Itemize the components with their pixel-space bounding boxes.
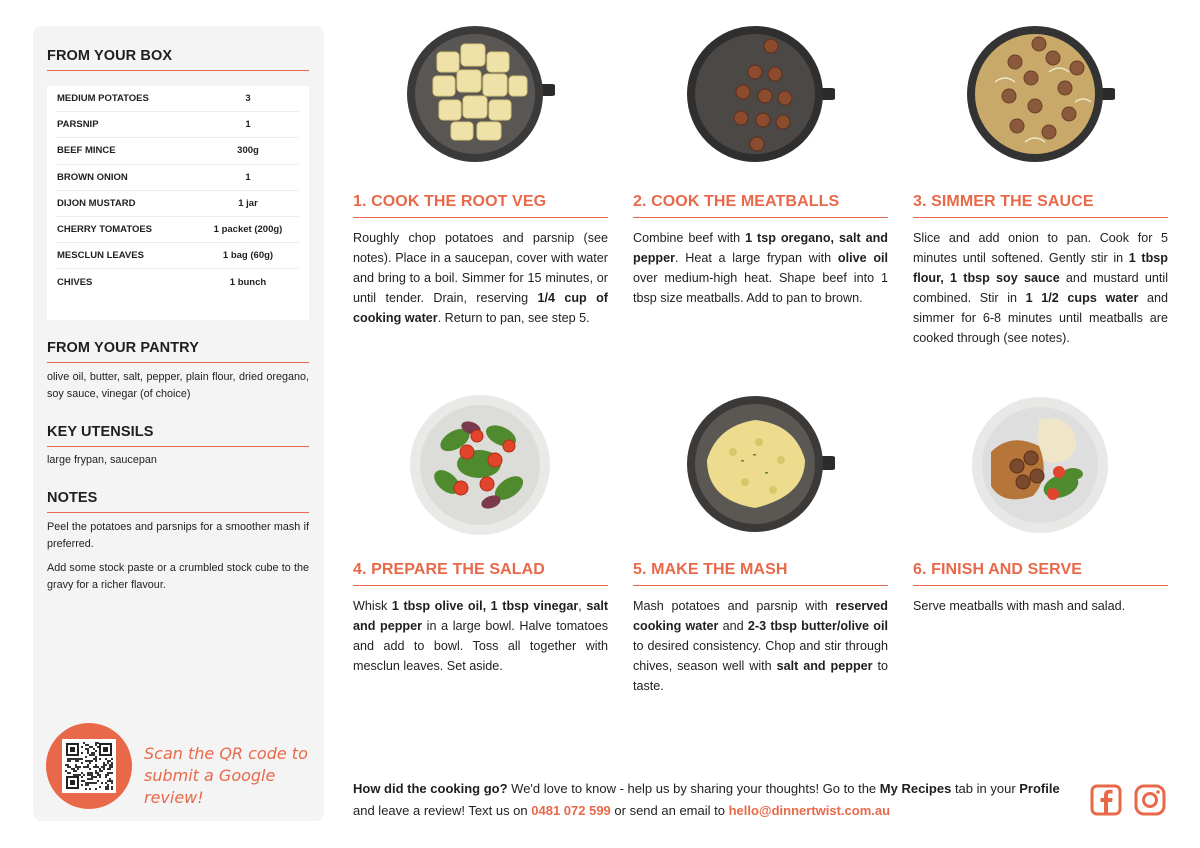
bold-ingredient-text: 1 tbsp flour, 1 tbsp soy sauce xyxy=(913,251,1168,285)
bold-ingredient-text: 1 1/2 cups water xyxy=(1025,291,1139,305)
instruction-text: Roughly chop potatoes and parsnip (see notes). Place in a saucepan, cover with water and bring to a boil. Simmer for 15 minutes, or until tender. Drain, reserving xyxy=(353,231,608,305)
bold-ingredient-text: 1 tbsp olive oil, 1 tbsp vinegar xyxy=(391,599,579,613)
qr-review-block xyxy=(46,723,316,809)
qr-caption-line-2: submit a Google review! xyxy=(144,766,276,807)
footer-text: tab in your xyxy=(951,781,1020,796)
instruction-text: Mash potatoes and parsnip with xyxy=(633,599,836,613)
box-item-row xyxy=(57,165,299,191)
box-item-name: CHERRY TOMATOES xyxy=(57,224,153,236)
from-your-pantry-heading: FROM YOUR PANTRY xyxy=(47,340,309,363)
step-1-title: 1. COOK THE ROOT VEG xyxy=(353,193,608,218)
instruction-text: Whisk xyxy=(353,599,392,613)
review-footer-text xyxy=(353,778,1073,822)
key-utensils-heading: KEY UTENSILS xyxy=(47,424,309,447)
box-item-qty: 1 packet (200g) xyxy=(213,224,283,236)
from-your-box-heading: FROM YOUR BOX xyxy=(47,48,309,71)
box-item-qty: 1 bunch xyxy=(229,276,267,288)
box-item-name: BROWN ONION xyxy=(57,171,128,183)
note-1: Peel the potatoes and parsnips for a smoother mash if preferred. xyxy=(47,521,309,550)
step-6-title: 6. FINISH AND SERVE xyxy=(913,561,1168,586)
step-1-body xyxy=(353,228,608,328)
step-3-body xyxy=(913,228,1168,348)
box-item-row xyxy=(57,217,299,243)
footer-text: We'd love to know - help us by sharing your thoughts! Go to the xyxy=(507,781,880,796)
footer-bold-text: My Recipes xyxy=(879,781,952,796)
instruction-text: Serve meatballs with mash and salad. xyxy=(913,599,1126,613)
footer-contact-link[interactable]: hello@dinnertwist.com.au xyxy=(728,803,891,818)
salad-bowl-photo xyxy=(405,390,555,540)
step-2-body xyxy=(633,228,888,308)
box-item-name: DIJON MUSTARD xyxy=(57,197,136,209)
bold-ingredient-text: 1/4 cup of cooking water xyxy=(353,291,608,325)
instruction-text: Slice and add onion to pan. Cook for 5 minutes until softened. Gently stir in xyxy=(913,231,1168,265)
box-item-name: MESCLUN LEAVES xyxy=(57,250,144,262)
bold-ingredient-text: salt and pepper xyxy=(776,659,873,673)
step-3-title: 3. SIMMER THE SAUCE xyxy=(913,193,1168,218)
box-item-row xyxy=(57,191,299,217)
box-item-qty: 1 jar xyxy=(238,197,258,209)
bold-ingredient-text: salt and pepper xyxy=(353,599,609,633)
box-item-name: BEEF MINCE xyxy=(57,145,116,157)
finished-plate-photo xyxy=(965,390,1115,540)
footer-bold-text: How did the cooking go? xyxy=(353,781,508,796)
instruction-text: Combine beef with xyxy=(633,231,746,245)
box-ingredients-table xyxy=(47,86,309,320)
instagram-icon[interactable] xyxy=(1134,784,1166,816)
mash-pot-photo xyxy=(685,390,835,540)
box-item-qty: 300g xyxy=(237,145,259,157)
instruction-text: . Heat a large frypan with xyxy=(675,251,838,265)
pantry-text: olive oil, butter, salt, pepper, plain flour, dried oregano, soy sauce, vinegar (of choice) xyxy=(47,371,309,400)
qr-caption-line-1: Scan the QR code to xyxy=(144,744,308,763)
instruction-text: over medium-high heat. Shape beef into 1 tbsp size meatballs. Add to pan to brown. xyxy=(633,271,888,305)
meatballs-frypan-photo xyxy=(685,22,835,172)
qr-code[interactable] xyxy=(62,739,116,793)
instruction-text: , xyxy=(578,599,587,613)
box-item-row xyxy=(57,86,299,112)
bold-ingredient-text: olive oil xyxy=(837,251,889,265)
utensils-text: large frypan, saucepan xyxy=(47,454,157,466)
instruction-text: and simmer for 6-8 minutes until meatballs are cooked through (see notes). xyxy=(913,291,1168,345)
box-item-row xyxy=(57,138,299,164)
step-4-body xyxy=(353,596,608,676)
instruction-text: to taste. xyxy=(633,659,888,693)
footer-contact-link[interactable]: 0481 072 599 xyxy=(531,803,611,818)
step-5-body xyxy=(633,596,888,696)
box-item-qty: 1 xyxy=(245,171,251,183)
facebook-icon[interactable] xyxy=(1090,784,1122,816)
box-item-name: CHIVES xyxy=(57,276,93,288)
box-item-qty: 1 bag (60g) xyxy=(222,250,274,262)
instruction-text: and xyxy=(718,619,748,633)
instruction-text: and mustard until combined. Stir in xyxy=(913,271,1168,305)
step-6-body xyxy=(913,596,1168,616)
instruction-text: in a large bowl. Halve tomatoes and add to bowl. Toss all together with mesclun leaves. Set aside. xyxy=(353,619,608,673)
bold-ingredient-text: 1 tsp oregano, salt and pepper xyxy=(633,231,888,265)
instruction-text: to desired consistency. Chop and stir through chives, season well with xyxy=(633,639,888,673)
box-item-row xyxy=(57,112,299,138)
box-item-row xyxy=(57,243,299,269)
box-item-row xyxy=(57,269,299,295)
instruction-text: . Return to pan, see step 5. xyxy=(437,311,590,325)
footer-text: and leave a review! Text us on xyxy=(353,803,532,818)
notes-heading: NOTES xyxy=(47,490,309,513)
sauce-simmer-photo xyxy=(965,22,1115,172)
box-item-qty: 3 xyxy=(245,93,251,105)
qr-caption xyxy=(144,743,314,809)
bold-ingredient-text: reserved cooking water xyxy=(633,599,888,633)
note-2: Add some stock paste or a crumbled stock cube to the gravy for a richer flavour. xyxy=(47,562,309,591)
step-4-title: 4. PREPARE THE SALAD xyxy=(353,561,608,586)
footer-bold-text: Profile xyxy=(1019,781,1060,796)
box-item-name: PARSNIP xyxy=(57,119,99,131)
bold-ingredient-text: 2-3 tbsp butter/olive oil xyxy=(747,619,888,633)
sidebar xyxy=(33,26,324,821)
step-5-title: 5. MAKE THE MASH xyxy=(633,561,888,586)
box-item-name: MEDIUM POTATOES xyxy=(57,93,149,105)
step-2-title: 2. COOK THE MEATBALLS xyxy=(633,193,888,218)
root-veg-pot-photo xyxy=(405,22,555,172)
footer-text: or send an email to xyxy=(610,803,729,818)
box-item-qty: 1 xyxy=(245,119,251,131)
